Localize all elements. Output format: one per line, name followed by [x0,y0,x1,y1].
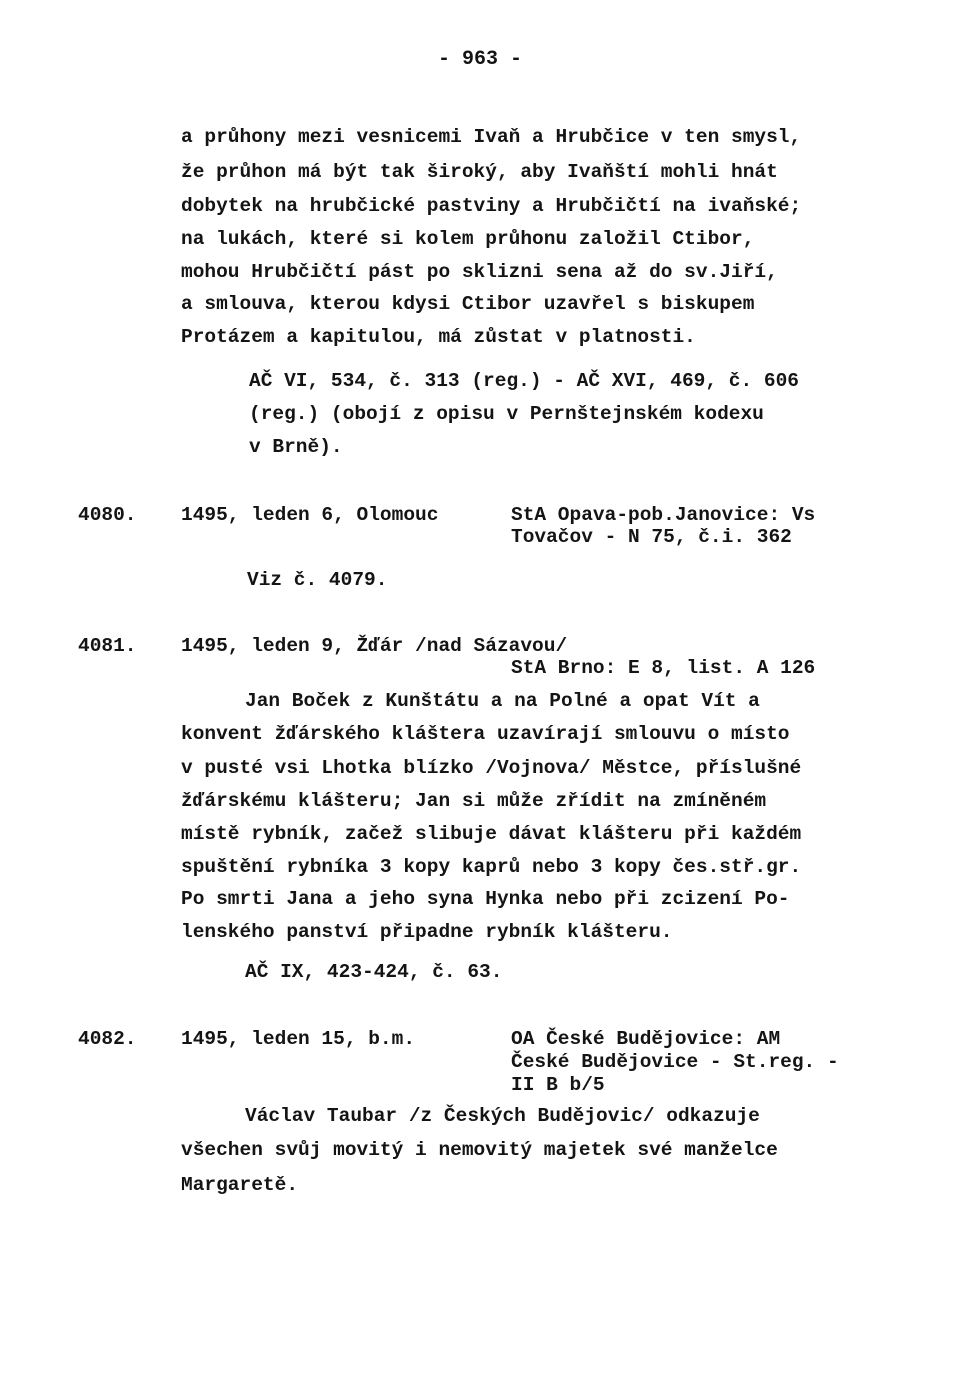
archive-line: OA České Budějovice: AM [511,1028,781,1050]
text-line: dobytek na hrubčické pastviny a Hrubčičtí na ivaňské; [181,195,802,217]
text-line: žďárskému klášteru; Jan si může zřídit na zmíněném [181,790,767,812]
archive-line: StA Brno: E 8, list. A 126 [511,657,816,679]
entry-number: 4082. [78,1028,137,1050]
entry-date-place: 1495, leden 6, Olomouc [181,504,439,526]
archive-line: České Budějovice - St.reg. - [511,1051,839,1073]
archive-line: StA Opava-pob.Janovice: Vs [511,504,816,526]
entry-number: 4081. [78,635,137,657]
text-line: Václav Taubar /z Českých Budějovic/ odkazuje [245,1105,760,1127]
text-line: v pusté vsi Lhotka blízko /Vojnova/ Městce, příslušné [181,757,802,779]
text-line: lenského panství připadne rybník klášteru. [181,921,673,943]
text-line: všechen svůj movitý i nemovitý majetek své manželce [181,1139,778,1161]
source-line: AČ VI, 534, č. 313 (reg.) - AČ XVI, 469, č. 606 [249,370,799,392]
text-line: konvent žďárského kláštera uzavírají smlouvu o místo [181,723,790,745]
entry-number: 4080. [78,504,137,526]
entry-date-place: 1495, leden 15, b.m. [181,1028,416,1050]
text-line: a průhony mezi vesnicemi Ivaň a Hrubčice v ten smysl, [181,126,802,148]
archive-line: II B b/5 [511,1074,605,1096]
text-line: místě rybník, začež slibuje dávat klášteru při každém [181,823,802,845]
text-line: spuštění rybníka 3 kopy kaprů nebo 3 kopy čes.stř.gr. [181,856,802,878]
entry-source: AČ IX, 423-424, č. 63. [245,961,503,983]
text-line: Protázem a kapitulou, má zůstat v platnosti. [181,326,696,348]
source-line: (reg.) (obojí z opisu v Pernštejnském kodexu [249,403,764,425]
text-line: Margaretě. [181,1174,299,1196]
text-line: že průhon má být tak široký, aby Ivaňští mohli hnát [181,161,778,183]
text-line: a smlouva, kterou kdysi Ctibor uzavřel s biskupem [181,293,755,315]
archive-line: Tovačov - N 75, č.i. 362 [511,526,792,548]
page-number: - 963 - [437,48,522,71]
text-line: na lukách, které si kolem průhonu založil Ctibor, [181,228,755,250]
text-line: Po smrti Jana a jeho syna Hynka nebo při zcizení Po- [181,888,790,910]
entry-note: Viz č. 4079. [247,569,388,591]
text-line: Jan Boček z Kunštátu a na Polné a opat Vít a [245,690,760,712]
text-line: mohou Hrubčičtí pást po sklizni sena až do sv.Jiří, [181,261,778,283]
entry-date-place: 1495, leden 9, Žďár /nad Sázavou/ [181,635,568,657]
source-line: v Brně). [249,436,343,458]
